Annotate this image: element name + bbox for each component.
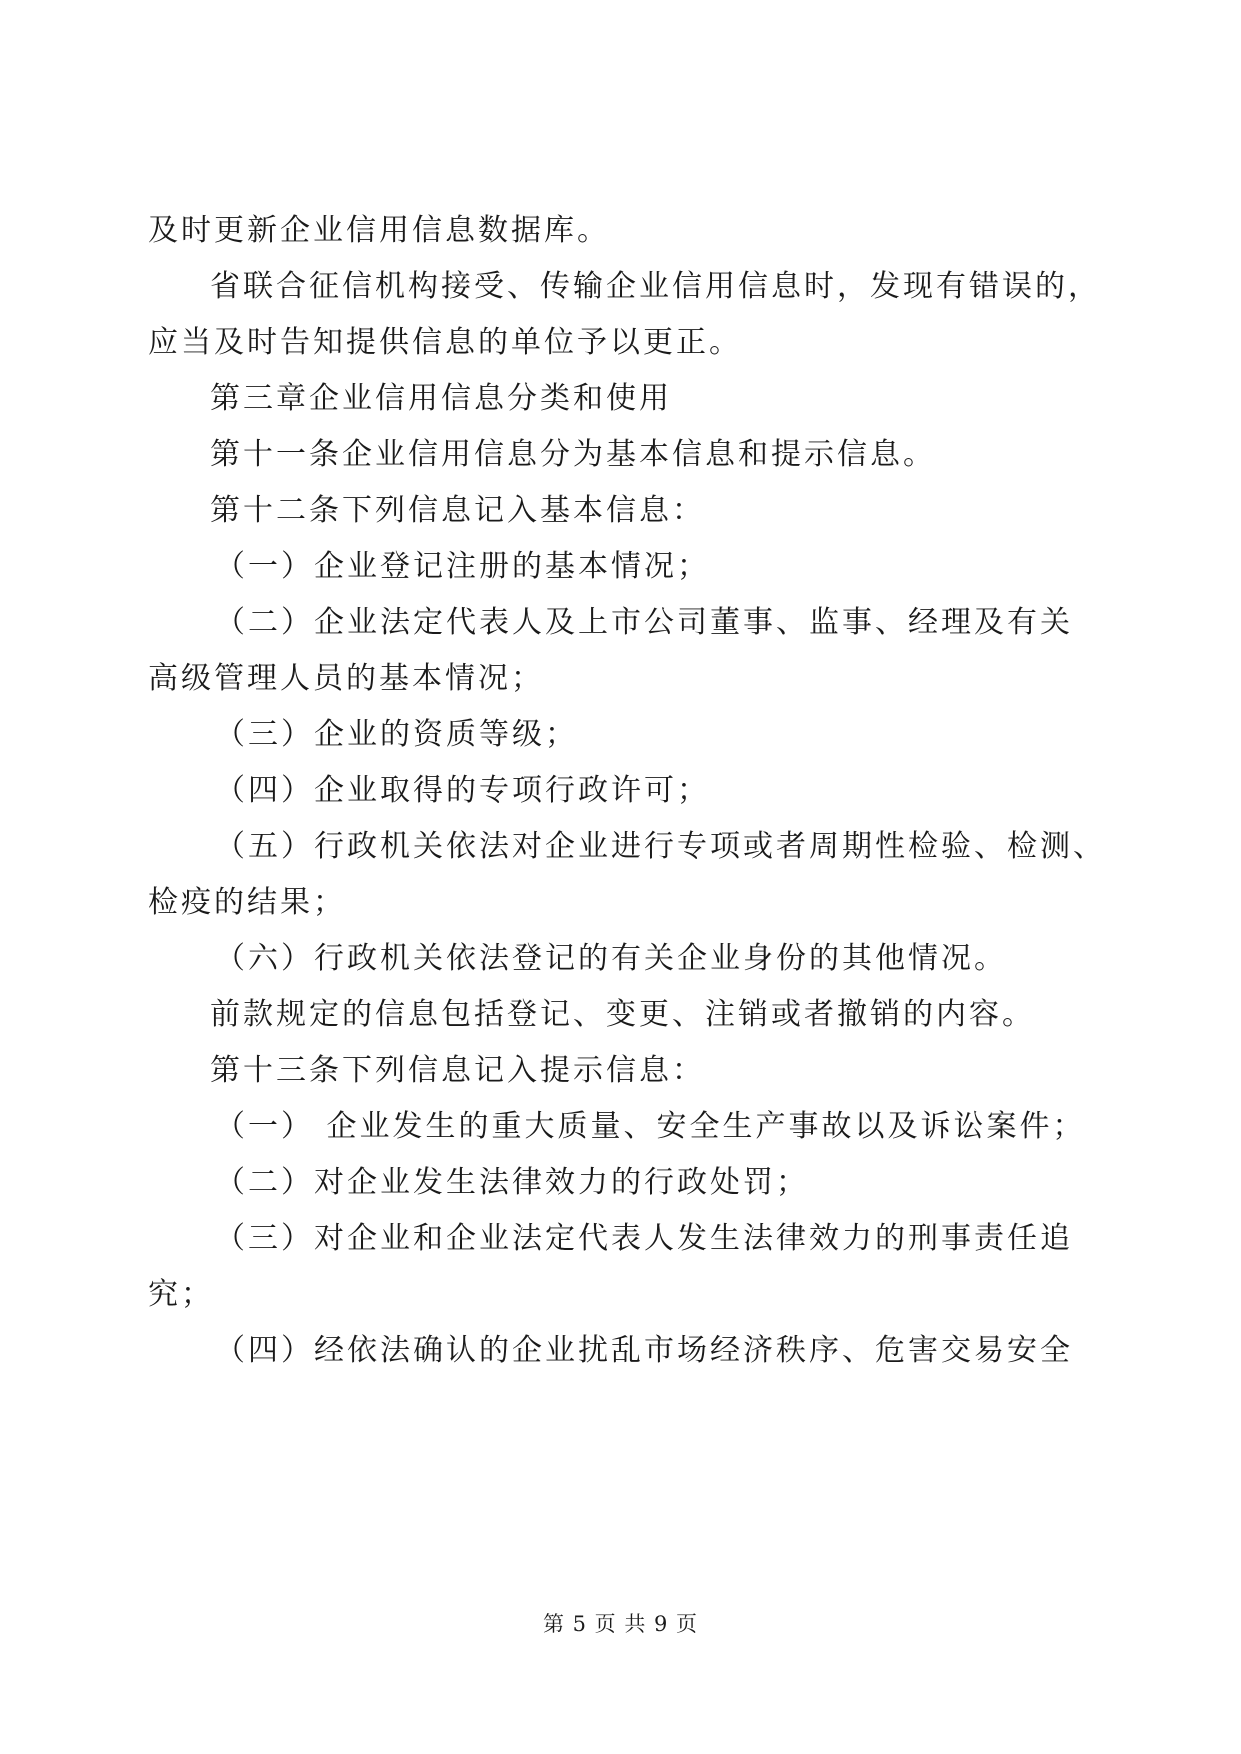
list-item-2: （二）企业法定代表人及上市公司董事、监事、经理及有关	[215, 605, 1073, 640]
list-item-5: （五）行政机关依法对企业进行专项或者周期性检验、检测、	[215, 829, 1106, 864]
list-item-6: （六）行政机关依法登记的有关企业身份的其他情况。	[215, 941, 1007, 976]
chapter-heading: 第三章企业信用信息分类和使用	[210, 381, 672, 416]
hint-item-3: （三）对企业和企业法定代表人发生法律效力的刑事责任追	[215, 1221, 1073, 1256]
list-item-1: （一）企业登记注册的基本情况；	[215, 549, 710, 584]
article-13: 第十三条下列信息记入提示信息：	[210, 1053, 705, 1088]
hint-item-2: （二）对企业发生法律效力的行政处罚；	[215, 1165, 809, 1200]
list-item-2-cont: 高级管理人员的基本情况；	[148, 661, 544, 696]
page-number-footer: 第 5 页 共 9 页	[542, 1612, 699, 1636]
article-11: 第十一条企业信用信息分为基本信息和提示信息。	[210, 437, 936, 472]
list-item-3: （三）企业的资质等级；	[215, 717, 578, 752]
list-item-5-cont: 检疫的结果；	[148, 885, 346, 920]
article-12: 第十二条下列信息记入基本信息：	[210, 493, 705, 528]
body-line-paragraph: 前款规定的信息包括登记、变更、注销或者撤销的内容。	[210, 997, 1035, 1032]
body-line-1: 及时更新企业信用信息数据库。	[148, 213, 610, 248]
hint-item-4: （四）经依法确认的企业扰乱市场经济秩序、危害交易安全	[215, 1333, 1073, 1368]
body-line-2: 省联合征信机构接受、传输企业信用信息时，发现有错误的，	[210, 269, 1101, 304]
list-item-4: （四）企业取得的专项行政许可；	[215, 773, 710, 808]
hint-item-1: （一） 企业发生的重大质量、安全生产事故以及诉讼案件；	[215, 1109, 1086, 1144]
hint-item-3-cont: 究；	[148, 1277, 214, 1312]
body-line-3: 应当及时告知提供信息的单位予以更正。	[148, 325, 742, 360]
